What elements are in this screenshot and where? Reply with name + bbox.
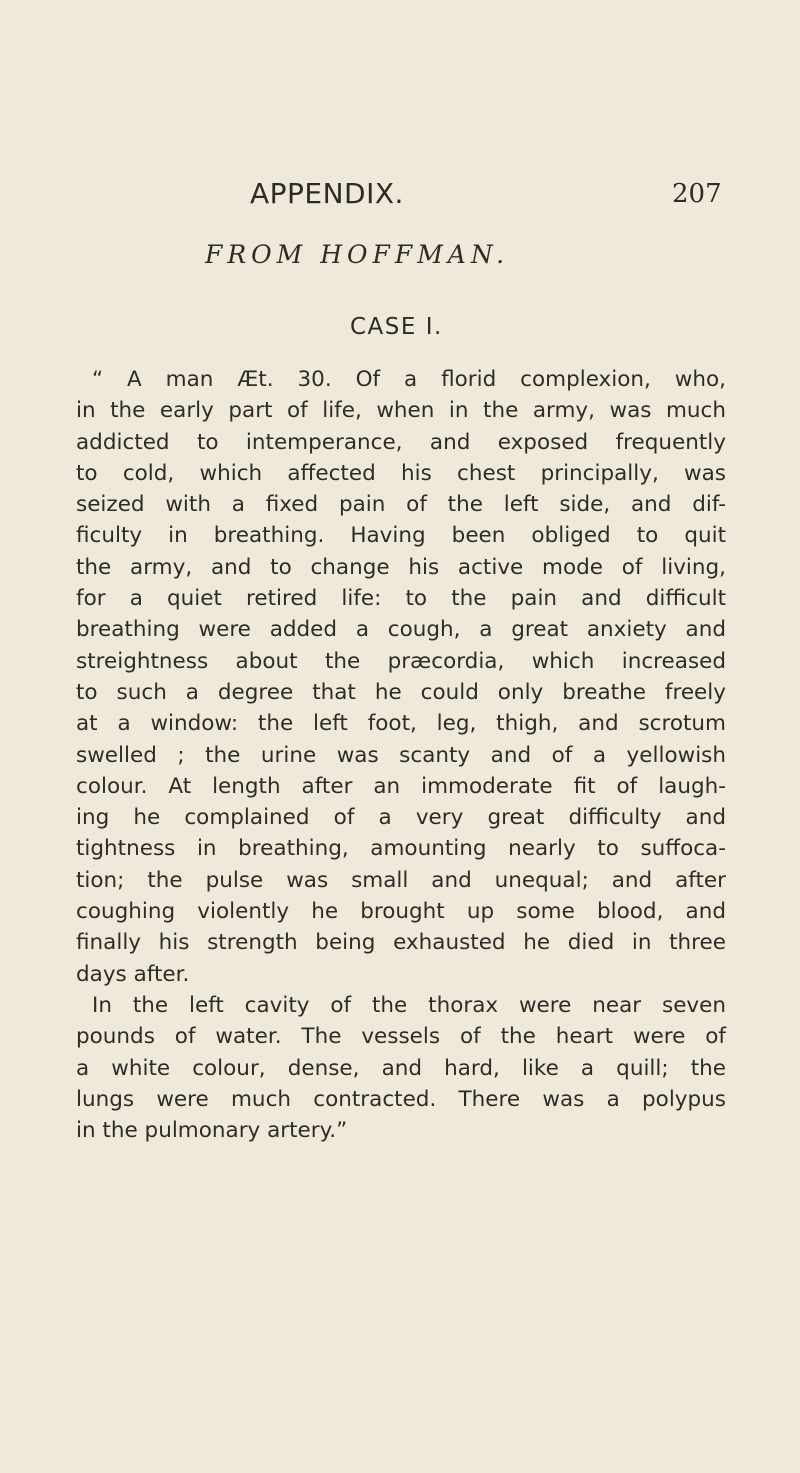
- text-line: finally his strength being exhausted he died in three: [76, 930, 726, 956]
- text-line: breathing were added a cough, a great anxiety and: [76, 617, 726, 643]
- text-line: coughing violently he brought up some blood, and: [76, 899, 726, 925]
- text-line: in the early part of life, when in the army, was much: [76, 398, 726, 424]
- text-line: “ A man Æt. 30. Of a florid complexion, who,: [92, 367, 726, 392]
- text-line: streightness about the præcordia, which increased: [76, 648, 726, 674]
- text-line: days after.: [76, 961, 190, 987]
- text-line: a white colour, dense, and hard, like a quill; the: [76, 1055, 726, 1081]
- case-title: CASE I.: [350, 314, 443, 340]
- page-number: 207: [672, 179, 722, 209]
- body-text: [76, 364, 726, 1146]
- text-line: at a window: the left foot, leg, thigh, and scrotum: [76, 711, 726, 737]
- text-line: to cold, which affected his chest principally, was: [76, 460, 726, 486]
- text-line: for a quiet retired life: to the pain and difficult: [76, 586, 726, 612]
- text-line: tightness in breathing, amounting nearly to suffoca-: [76, 836, 726, 862]
- text-line: lungs were much contracted. There was a polypus: [76, 1086, 726, 1112]
- text-line: addicted to intemperance, and exposed frequently: [76, 429, 726, 455]
- running-title: APPENDIX.: [250, 177, 404, 210]
- running-head: [0, 177, 800, 217]
- text-line: seized with a fixed pain of the left side, and dif-: [76, 492, 726, 518]
- text-line: ficulty in breathing. Having been obliged to quit: [76, 523, 726, 549]
- text-line: pounds of water. The vessels of the heart were of: [76, 1024, 726, 1050]
- section-title: FROM HOFFMAN.: [205, 240, 510, 269]
- text-line: the army, and to change his active mode of living,: [76, 554, 726, 580]
- text-line: In the left cavity of the thorax were near seven: [92, 992, 726, 1018]
- text-line: tion; the pulse was small and unequal; and after: [76, 867, 726, 893]
- text-line: to such a degree that he could only breathe freely: [76, 679, 726, 705]
- text-line: swelled ; the urine was scanty and of a yellowish: [76, 742, 726, 768]
- text-line: in the pulmonary artery.”: [76, 1118, 348, 1144]
- text-line: colour. At length after an immoderate fit of laugh-: [76, 773, 726, 799]
- text-line: ing he complained of a very great difficulty and: [76, 805, 726, 831]
